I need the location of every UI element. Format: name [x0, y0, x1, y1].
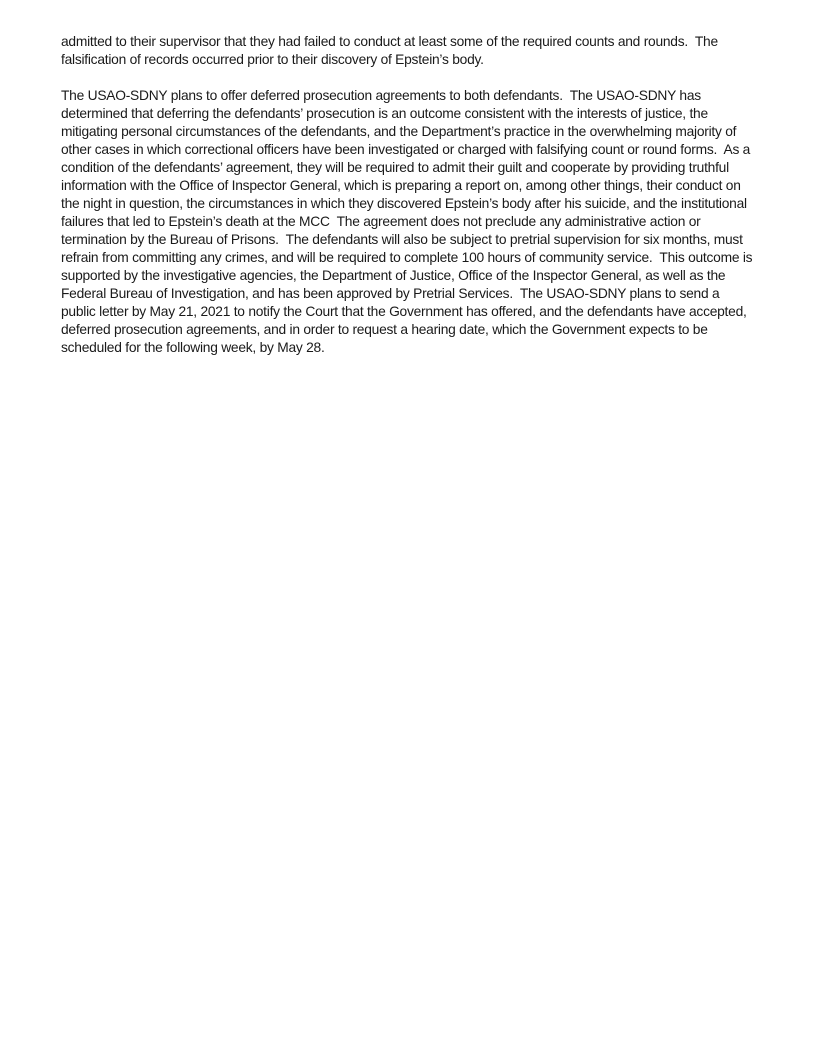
paragraph-continuation: admitted to their supervisor that they had failed to conduct at least some of the required counts and rounds. The falsification of records occurred prior to their discovery of Epstein’s body. [61, 34, 722, 67]
document-text-block [61, 33, 756, 357]
paragraph-deferred-prosecution: The USAO-SDNY plans to offer deferred prosecution agreements to both defendants. The USAO-SDNY has determined that deferring the defendants’ prosecution is an outcome consistent with the interests of justice, the mitigating personal circumstances of the defendants, and the Department’s practice in the overwhelming majority of other cases in which correctional officers have been investigated or charged with falsifying count or round forms. As a condition of the defendants’ agreement, they will be required to admit their guilt and cooperate by providing truthful information with the Office of Inspector General, which is preparing a report on, among other things, their conduct on the night in question, the circumstances in which they discovered Epstein’s body after his suicide, and the institutional failures that led to Epstein’s death at the MCC The agreement does not preclude any administrative action or termination by the Bureau of Prisons. The defendants will also be subject to pretrial supervision for six months, must refrain from committing any crimes, and will be required to complete 100 hours of community service. This outcome is supported by the investigative agencies, the Department of Justice, Office of the Inspector General, as well as the Federal Bureau of Investigation, and has been approved by Pretrial Services. The USAO-SDNY plans to send a public letter by May 21, 2021 to notify the Court that the Government has offered, and the defendants have accepted, deferred prosecution agreements, and in order to request a hearing date, which the Government expects to be scheduled for the following week, by May 28. [61, 88, 756, 355]
